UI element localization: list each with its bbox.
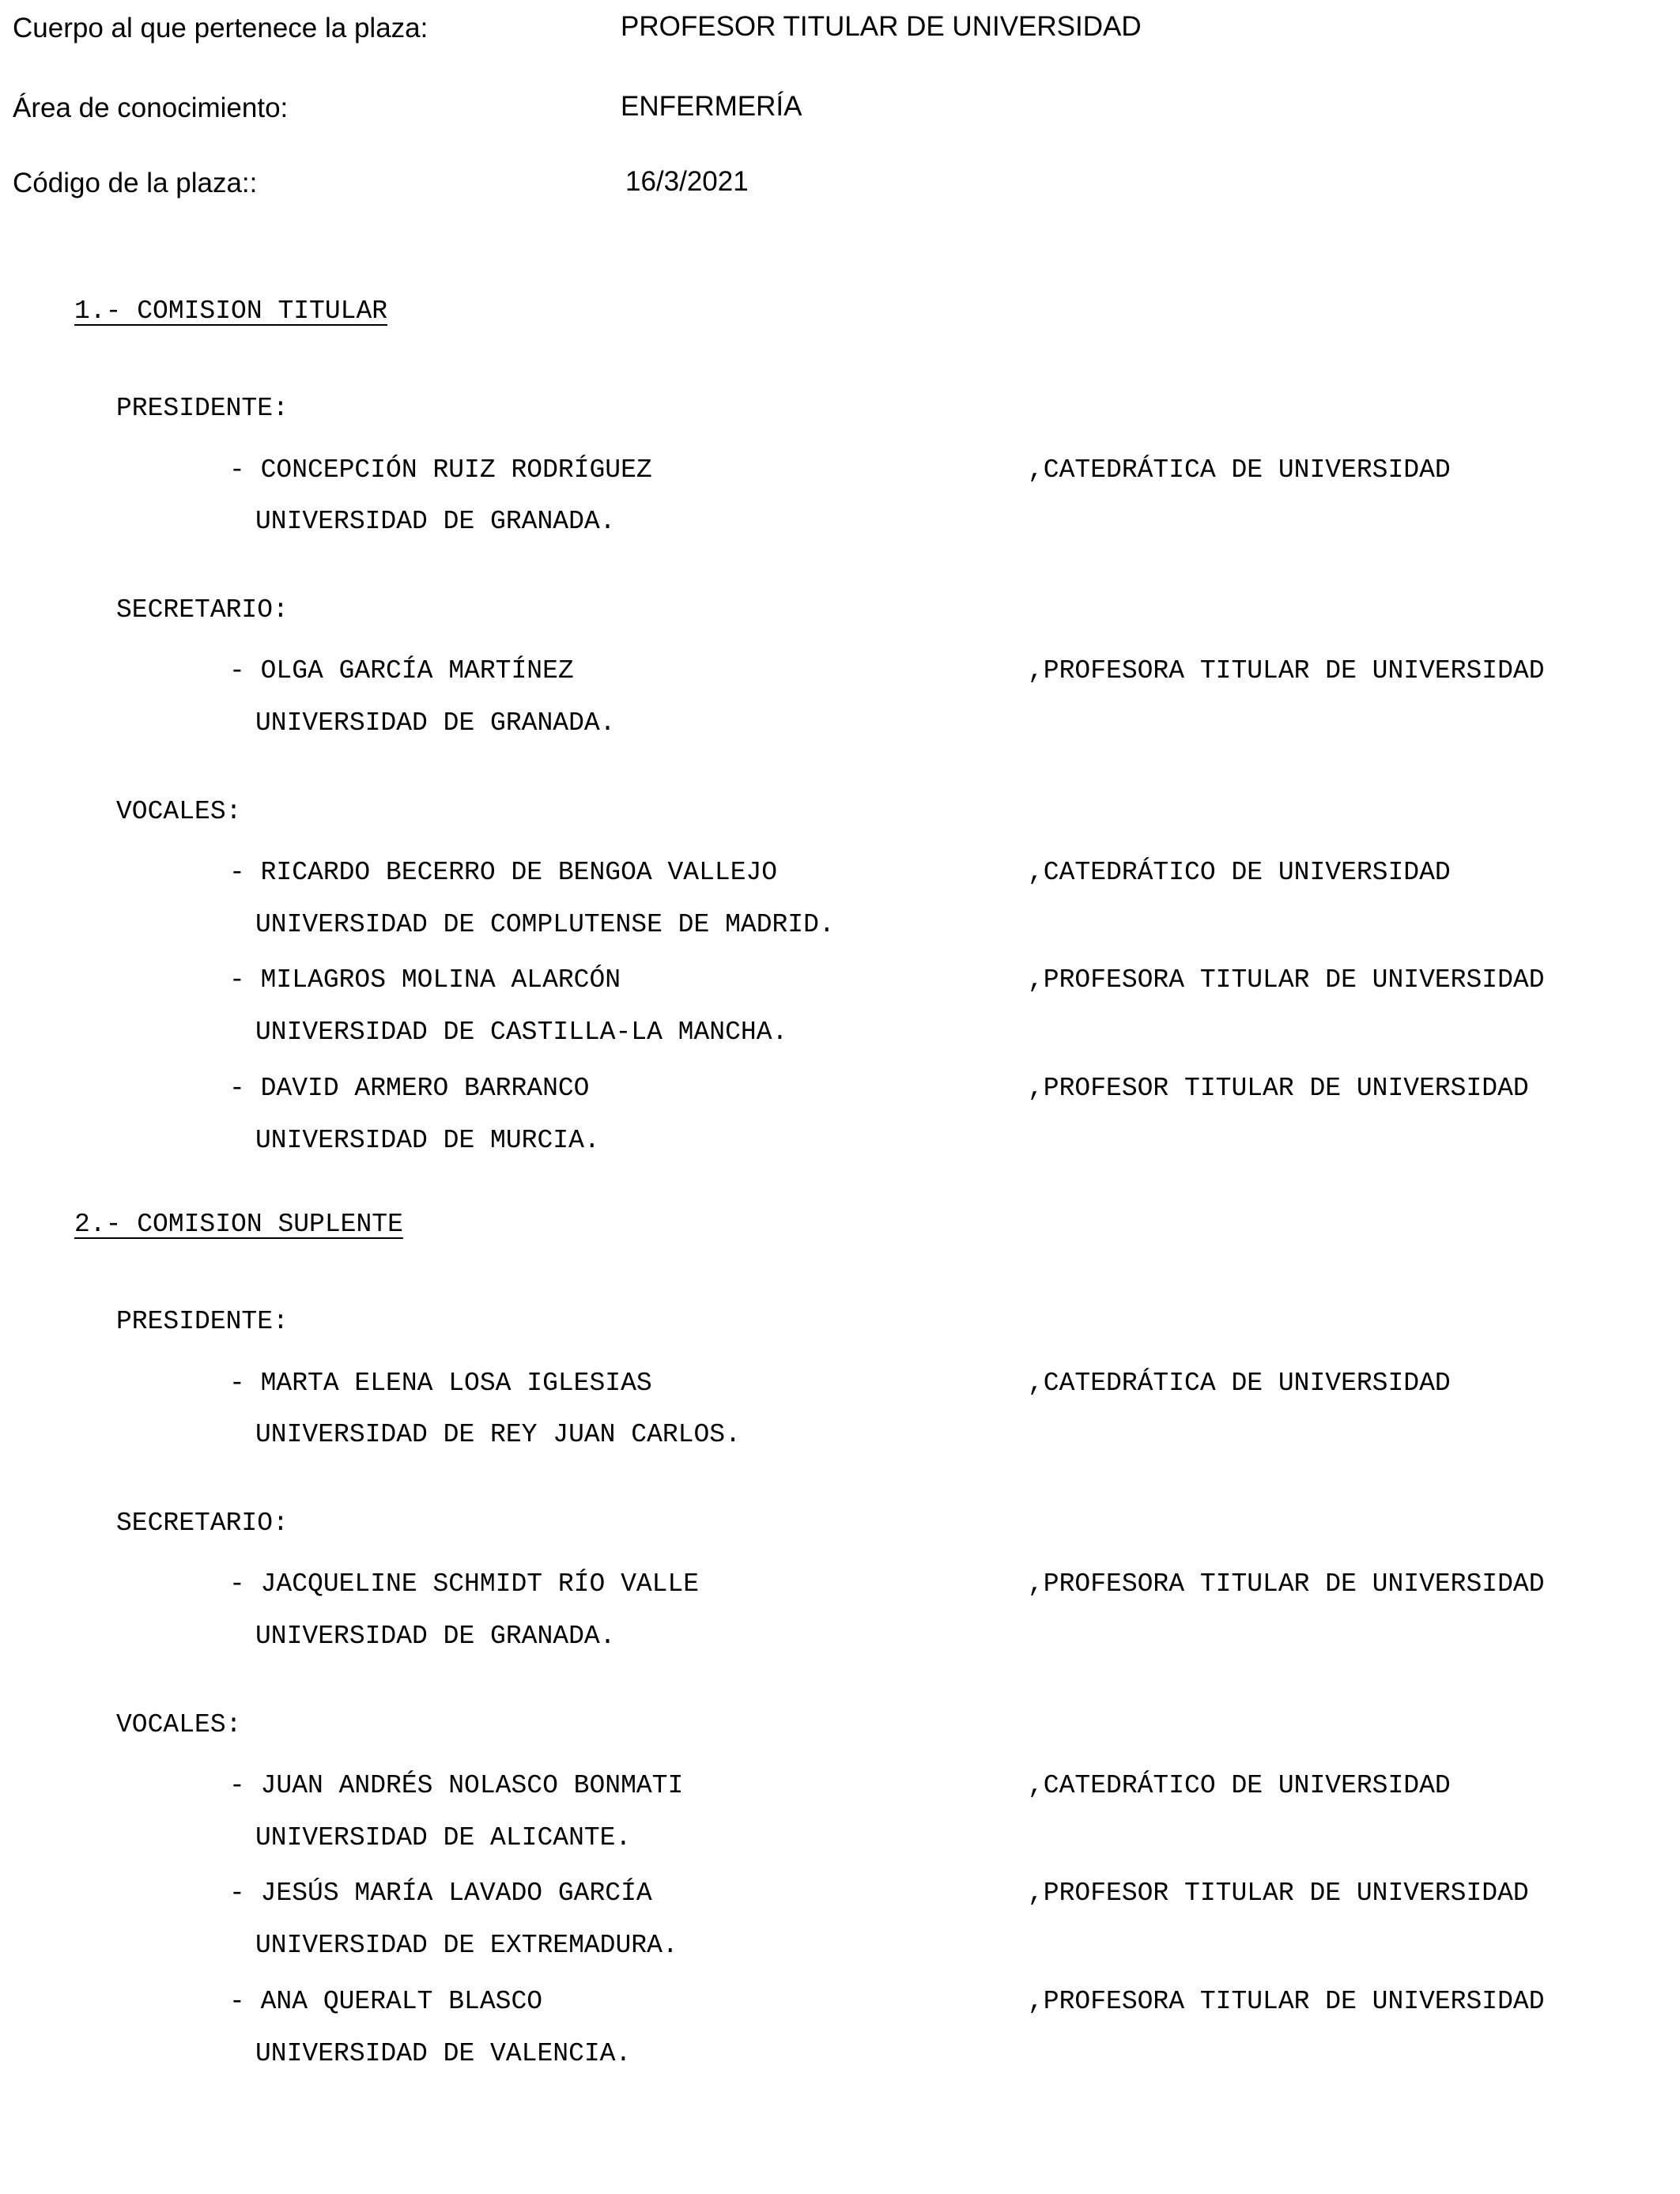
suplente-vocal-1-title: ,CATEDRÁTICO DE UNIVERSIDAD: [1028, 1771, 1451, 1800]
area-value: ENFERMERÍA: [621, 91, 802, 122]
titular-presidente-label: PRESIDENTE:: [116, 394, 289, 423]
titular-secretario-university: UNIVERSIDAD DE GRANADA.: [255, 708, 616, 738]
titular-presidente-university: UNIVERSIDAD DE GRANADA.: [255, 507, 616, 536]
titular-presidente-name: - CONCEPCIÓN RUIZ RODRÍGUEZ: [229, 455, 652, 485]
suplente-secretario-label: SECRETARIO:: [116, 1509, 289, 1538]
suplente-presidente-label: PRESIDENTE:: [116, 1307, 289, 1336]
suplente-secretario-university: UNIVERSIDAD DE GRANADA.: [255, 1622, 616, 1651]
suplente-vocales-label: VOCALES:: [116, 1710, 242, 1739]
titular-heading: 1.- COMISION TITULAR: [74, 296, 388, 326]
titular-vocal-1-university: UNIVERSIDAD DE COMPLUTENSE DE MADRID.: [255, 910, 835, 939]
suplente-vocal-3-title: ,PROFESORA TITULAR DE UNIVERSIDAD: [1028, 1987, 1545, 2016]
codigo-label: Código de la plaza::: [13, 168, 258, 198]
titular-secretario-label: SECRETARIO:: [116, 595, 289, 625]
suplente-vocal-1-university: UNIVERSIDAD DE ALICANTE.: [255, 1823, 632, 1852]
suplente-presidente-title: ,CATEDRÁTICA DE UNIVERSIDAD: [1028, 1369, 1451, 1398]
cuerpo-value: PROFESOR TITULAR DE UNIVERSIDAD: [621, 11, 1142, 42]
titular-secretario-name: - OLGA GARCÍA MARTÍNEZ: [229, 656, 574, 685]
titular-vocales-label: VOCALES:: [116, 797, 242, 826]
suplente-vocal-2-name: - JESÚS MARÍA LAVADO GARCÍA: [229, 1879, 652, 1908]
titular-vocal-1-name: - RICARDO BECERRO DE BENGOA VALLEJO: [229, 858, 778, 887]
titular-vocal-2-title: ,PROFESORA TITULAR DE UNIVERSIDAD: [1028, 965, 1545, 995]
titular-vocal-3-name: - DAVID ARMERO BARRANCO: [229, 1074, 590, 1103]
titular-presidente-title: ,CATEDRÁTICA DE UNIVERSIDAD: [1028, 455, 1451, 485]
titular-vocal-3-university: UNIVERSIDAD DE MURCIA.: [255, 1126, 600, 1155]
suplente-vocal-3-name: - ANA QUERALT BLASCO: [229, 1987, 543, 2016]
titular-vocal-1-title: ,CATEDRÁTICO DE UNIVERSIDAD: [1028, 858, 1451, 887]
suplente-vocal-1-name: - JUAN ANDRÉS NOLASCO BONMATI: [229, 1771, 684, 1800]
codigo-value: 16/3/2021: [625, 166, 749, 197]
titular-vocal-3-title: ,PROFESOR TITULAR DE UNIVERSIDAD: [1028, 1074, 1529, 1103]
suplente-vocal-2-university: UNIVERSIDAD DE EXTREMADURA.: [255, 1931, 678, 1960]
suplente-presidente-name: - MARTA ELENA LOSA IGLESIAS: [229, 1369, 652, 1398]
titular-vocal-2-name: - MILAGROS MOLINA ALARCÓN: [229, 965, 621, 995]
suplente-vocal-2-title: ,PROFESOR TITULAR DE UNIVERSIDAD: [1028, 1879, 1529, 1908]
suplente-secretario-title: ,PROFESORA TITULAR DE UNIVERSIDAD: [1028, 1569, 1545, 1599]
suplente-presidente-university: UNIVERSIDAD DE REY JUAN CARLOS.: [255, 1420, 741, 1449]
suplente-vocal-3-university: UNIVERSIDAD DE VALENCIA.: [255, 2039, 632, 2068]
titular-secretario-title: ,PROFESORA TITULAR DE UNIVERSIDAD: [1028, 656, 1545, 685]
titular-vocal-2-university: UNIVERSIDAD DE CASTILLA-LA MANCHA.: [255, 1018, 788, 1047]
cuerpo-label: Cuerpo al que pertenece la plaza:: [13, 13, 428, 43]
area-label: Área de conocimiento:: [13, 93, 289, 123]
suplente-secretario-name: - JACQUELINE SCHMIDT RÍO VALLE: [229, 1569, 700, 1599]
suplente-heading: 2.- COMISION SUPLENTE: [74, 1210, 403, 1239]
